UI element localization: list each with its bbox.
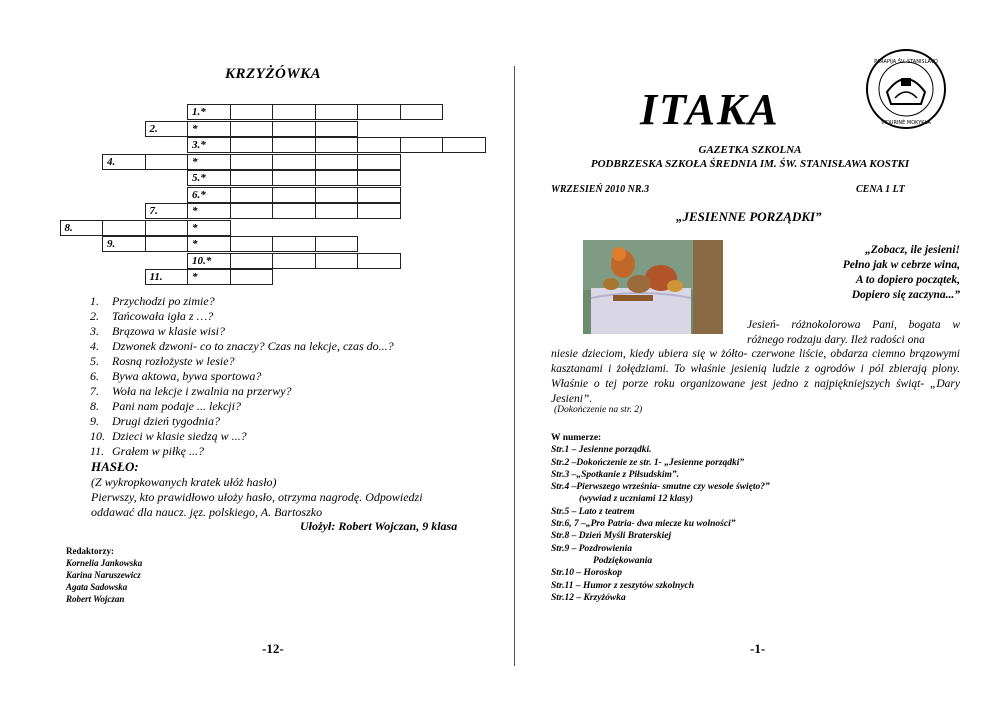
clue-item	[90, 324, 394, 339]
article-body: niesie dzieciom, kiedy ubiera się w żółto- czerwone liście, obdarza ciemno brązowymi kasztanami i żołędziami. To właśnie jesienią ludzie z ogrodów i pól zbierają plony. Właśnie o tej porze roku organizowane jest jedno z najpiękniejszych świąt- „Dary Jesieni”.	[551, 348, 960, 405]
clue-number: 6.	[90, 369, 99, 383]
masthead-subtitle: GAZETKA SZKOLNA	[698, 144, 802, 156]
clue-number: 5.	[90, 354, 99, 368]
crossword-clue-number: 11.	[145, 269, 189, 285]
clue-item	[90, 414, 394, 429]
crossword-cell	[145, 220, 189, 236]
crossword-cell	[230, 137, 274, 153]
poem-line: Pełno jak w cebrze wina,	[842, 259, 960, 271]
toc-item: Str.10 – Horoskop	[551, 568, 623, 579]
poem	[760, 243, 960, 303]
crossword-cell	[272, 121, 316, 137]
crossword-cell	[272, 203, 316, 219]
haslo-text	[91, 475, 461, 520]
crossword-cell	[315, 121, 359, 137]
clue-item	[90, 384, 394, 399]
crossword-clue-number: 4.	[102, 154, 146, 170]
crossword-cell	[315, 187, 359, 203]
toc-item: Str.1 – Jesienne porządki.	[551, 445, 652, 456]
crossword-key-cell: *	[187, 220, 231, 236]
clue-text: Tańcowała igła z …?	[112, 309, 214, 323]
toc-item: Str.9 – Pozdrowienia	[551, 543, 633, 554]
clue-text: Bywa aktowa, bywa sportowa?	[112, 369, 262, 383]
crossword-cell	[230, 154, 274, 170]
school-seal-logo	[865, 48, 947, 130]
crossword-cell	[315, 253, 359, 269]
harvest-photo	[583, 240, 723, 334]
crossword-cell	[315, 236, 359, 252]
crossword-cell	[272, 137, 316, 153]
toc-item: Str.6, 7 –„Pro Patria- dwa miecze ku wolności”	[551, 519, 736, 530]
clue-item	[90, 339, 394, 354]
crossword-cell	[315, 137, 359, 153]
clue-text: Brązowa w klasie wisi?	[112, 324, 226, 338]
crossword-cell	[357, 104, 401, 120]
haslo-title: HASŁO:	[91, 459, 139, 474]
toc-item: Str.3 –„Spotkanie z Piłsudskim”.	[551, 469, 680, 480]
crossword-key-cell: *	[187, 203, 231, 219]
clue-text: Rosną rozłożyste w lesie?	[112, 354, 235, 368]
crossword-cell	[145, 236, 189, 252]
crossword-clue-number: 1.*	[187, 104, 231, 120]
clue-text: Pani nam podaje ... lekcji?	[112, 399, 241, 413]
crossword-cell	[315, 104, 359, 120]
svg-text:PARAPIJA ŠV. STANISLAVO: PARAPIJA ŠV. STANISLAVO	[874, 59, 938, 65]
clue-number: 2.	[90, 309, 99, 323]
crossword-clue-number: 2.	[145, 121, 189, 137]
toc-item: Str.5 – Lato z teatrem	[551, 506, 635, 517]
clue-number: 11.	[90, 444, 105, 458]
article-body-intro: Jesień- różnokolorowa Pani, bogata w różnego rodzaju dary. Ileż radości ona	[747, 319, 960, 346]
clue-number: 9.	[90, 414, 99, 428]
haslo-prize: Pierwszy, kto prawidłowo ułoży hasło, otrzyma nagrodę. Odpowiedzi oddawać dla naucz. jęz. polskiego, A. Bartoszko	[91, 490, 423, 519]
crossword-cell	[272, 154, 316, 170]
clue-item	[90, 354, 394, 369]
toc-item: Str.8 – Dzień Myśli Braterskiej	[551, 531, 672, 542]
toc-item: (wywiad z uczniami 12 klasy)	[579, 494, 694, 505]
clue-number: 7.	[90, 384, 99, 398]
crossword-cell	[230, 121, 274, 137]
crossword-clue-number: 10.*	[187, 253, 231, 269]
clue-text: Drugi dzień tygodnia?	[112, 414, 220, 428]
clue-number: 10.	[90, 429, 105, 443]
issue-price: CENA 1 LT	[856, 184, 905, 195]
clue-number: 8.	[90, 399, 99, 413]
clue-number: 4.	[90, 339, 99, 353]
crossword-cell	[230, 236, 274, 252]
toc-item: Str.12 – Krzyżówka	[551, 592, 626, 603]
editor-name: Kornelia Jankowska	[66, 558, 143, 568]
crossword-cell	[102, 220, 146, 236]
crossword-cell	[230, 170, 274, 186]
crossword-cell	[272, 104, 316, 120]
poem-line: „Zobacz, ile jesieni!	[865, 244, 960, 256]
haslo-instruction: (Z wykropkowanych kratek ułóż hasło)	[91, 475, 277, 489]
clue-number: 3.	[90, 324, 99, 338]
crossword-cell	[230, 269, 274, 285]
crossword-clue-number: 6.*	[187, 187, 231, 203]
toc-item: Str.11 – Humor z zeszytów szkolnych	[551, 580, 695, 591]
crossword-clue-number: 9.	[102, 236, 146, 252]
clue-item	[90, 294, 394, 309]
crossword-key-cell: *	[187, 121, 231, 137]
crossword-cell	[357, 187, 401, 203]
clue-text: Dzieci w klasie siedzą w ...?	[112, 429, 247, 443]
crossword-cell	[400, 104, 444, 120]
editor-name: Karina Naruszewicz	[66, 570, 141, 580]
poem-line: A to dopiero początek,	[855, 274, 960, 286]
editors-heading: Redaktorzy:	[66, 546, 114, 556]
crossword-key-cell: *	[187, 154, 231, 170]
toc-item: Str.2 –Dokończenie ze str. 1- „Jesienne porządki”	[551, 457, 745, 468]
crossword-clue-number: 3.*	[187, 137, 231, 153]
crossword-cell	[315, 170, 359, 186]
crossword-cell	[442, 137, 486, 153]
crossword-cell	[357, 154, 401, 170]
crossword-cell	[230, 253, 274, 269]
crossword-cell	[272, 170, 316, 186]
clue-text: Dzwonek dzwoni- co to znaczy? Czas na lekcje, czas do...?	[112, 339, 394, 353]
svg-text:VIDURINĖ MOKYKLA: VIDURINĖ MOKYKLA	[881, 120, 931, 126]
crossword-cell	[145, 154, 189, 170]
page-number-right: -1-	[750, 641, 766, 656]
crossword-cell	[230, 187, 274, 203]
clue-item	[90, 444, 394, 459]
continued-note: (Dokończenie na str. 2)	[554, 405, 643, 415]
crossword-key-cell: *	[187, 236, 231, 252]
clue-list	[90, 294, 394, 459]
poem-line: Dopiero się zaczyna...”	[851, 289, 960, 301]
crossword-cell	[357, 137, 401, 153]
issue-date: WRZESIEŃ 2010 NR.3	[551, 184, 650, 195]
toc-item: Str.4 –Pierwszego września- smutne czy wesołe święto?”	[551, 482, 770, 493]
clue-item	[90, 309, 394, 324]
crossword-cell	[272, 236, 316, 252]
page-number-left: -12-	[262, 641, 284, 656]
clue-number: 1.	[90, 294, 99, 308]
crossword-cell	[230, 203, 274, 219]
crossword-author: Ułożył: Robert Wojczan, 9 klasa	[300, 519, 458, 533]
crossword-cell	[272, 187, 316, 203]
crossword-cell	[400, 137, 444, 153]
crossword-key-cell: *	[187, 269, 231, 285]
clue-item	[90, 399, 394, 414]
article-title: „JESIENNE PORZĄDKI”	[676, 209, 822, 224]
toc-heading: W numerze:	[551, 433, 602, 443]
crossword-cell	[357, 253, 401, 269]
clue-item	[90, 429, 394, 444]
clue-text: Woła na lekcje i zwalnia na przerwy?	[112, 384, 292, 398]
clue-text: Przychodzi po zimie?	[112, 294, 215, 308]
editor-name: Agata Sadowska	[66, 582, 128, 592]
crossword-cell	[357, 170, 401, 186]
masthead-school: PODBRZESKA SZKOŁA ŚREDNIA IM. ŚW. STANISŁAWA KOSTKI	[590, 158, 910, 170]
crossword-cell	[230, 104, 274, 120]
table-of-contents	[551, 432, 770, 604]
masthead-title: ITAKA	[640, 85, 780, 134]
clue-item	[90, 369, 394, 384]
page-divider	[514, 66, 515, 666]
editor-name: Robert Wojczan	[66, 594, 125, 604]
crossword-clue-number: 7.	[145, 203, 189, 219]
crossword-cell	[272, 253, 316, 269]
crossword-clue-number: 5.*	[187, 170, 231, 186]
crossword-clue-number: 8.	[60, 220, 104, 236]
editors	[66, 545, 142, 605]
clue-text: Grałem w piłkę ...?	[112, 444, 204, 458]
crossword-cell	[315, 154, 359, 170]
crossword-title: KRZYŻÓWKA	[225, 66, 322, 82]
toc-item: Podziękowania	[593, 555, 653, 566]
crossword-cell	[315, 203, 359, 219]
crossword-cell	[357, 203, 401, 219]
